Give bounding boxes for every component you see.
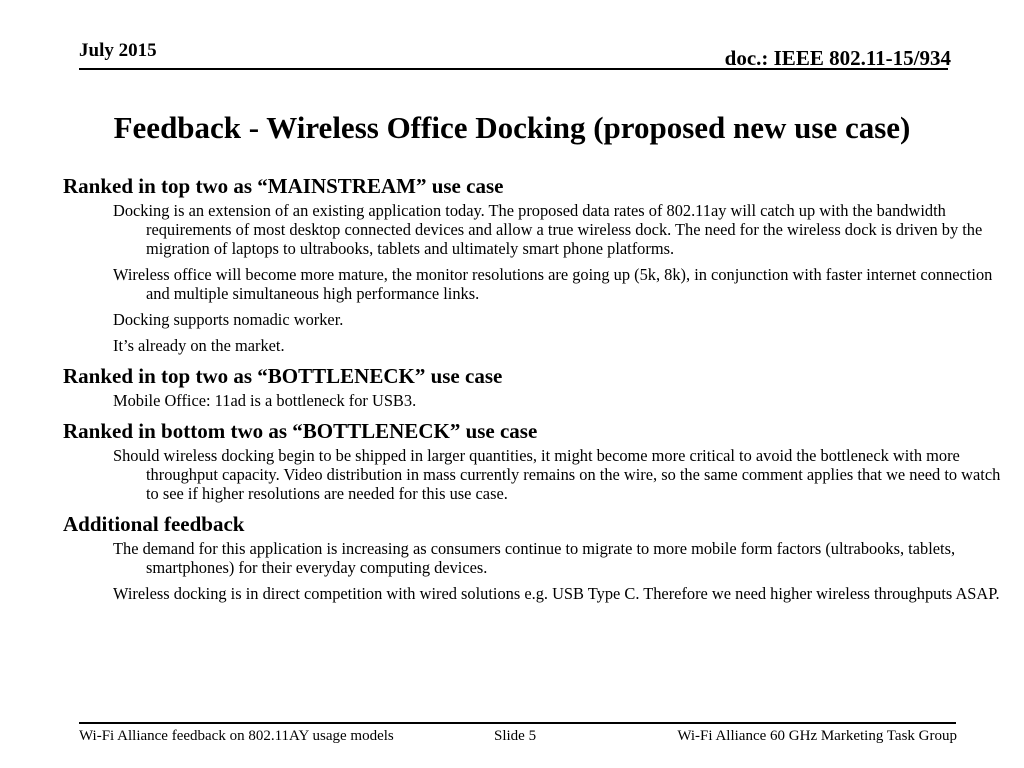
list-item: Wireless docking is in direct competition with wired solutions e.g. USB Type C. Therefore we need higher wireless throughputs ASAP. bbox=[113, 584, 1000, 603]
list-item: Docking is an extension of an existing application today. The proposed data rates of 802.11ay will catch up with the bandwidth requirements of most desktop connected devices and allow a true wireless dock. The need for the wireless dock is driven by the migration of laptops to ultrabooks, tablets and ultimately smart phone platforms. bbox=[113, 201, 983, 258]
list-item: The demand for this application is increasing as consumers continue to migrate to more mobile form factors (ultrabooks, tablets, smartphones) for their everyday computing devices. bbox=[113, 539, 956, 577]
header-divider bbox=[79, 68, 948, 70]
section-heading: Ranked in bottom two as “BOTTLENECK” use case bbox=[63, 419, 538, 443]
list-item: Docking supports nomadic worker. bbox=[113, 310, 344, 329]
section-body bbox=[63, 446, 1003, 503]
list-item: Should wireless docking begin to be shipped in larger quantities, it might become more critical to avoid the bottleneck with more throughput capacity. Video distribution in mass currently remains on the wire, so the same comment applies that we need to watch to see if higher resolutions are needed for this use case. bbox=[113, 446, 1001, 503]
section-body bbox=[63, 201, 1003, 355]
footer-divider bbox=[79, 722, 956, 724]
section-heading: Additional feedback bbox=[63, 512, 245, 536]
section-mainstream bbox=[63, 172, 1003, 355]
list-item: It’s already on the market. bbox=[113, 336, 285, 355]
header-doc-id: doc.: IEEE 802.11-15/934 bbox=[724, 46, 951, 70]
section-additional-feedback bbox=[63, 510, 1003, 603]
footer-right-text: Wi-Fi Alliance 60 GHz Marketing Task Group bbox=[677, 728, 957, 744]
slide-title: Feedback - Wireless Office Docking (proposed new use case) bbox=[113, 110, 911, 145]
section-heading: Ranked in top two as “BOTTLENECK” use case bbox=[63, 364, 503, 388]
section-top-bottleneck bbox=[63, 362, 1003, 410]
section-bottom-bottleneck bbox=[63, 417, 1003, 503]
list-item: Mobile Office: 11ad is a bottleneck for USB3. bbox=[113, 391, 417, 410]
slide-number: Slide 5 bbox=[494, 728, 537, 744]
section-body bbox=[63, 539, 1003, 603]
section-heading: Ranked in top two as “MAINSTREAM” use case bbox=[63, 174, 504, 198]
list-item: Wireless office will become more mature, the monitor resolutions are going up (5k, 8k), in conjunction with faster internet connection and multiple simultaneous high performance links. bbox=[113, 265, 993, 303]
footer-left-text: Wi-Fi Alliance feedback on 802.11AY usage models bbox=[79, 728, 394, 744]
slide-content bbox=[63, 172, 1003, 610]
section-body bbox=[63, 391, 1003, 410]
header-date: July 2015 bbox=[79, 40, 157, 61]
